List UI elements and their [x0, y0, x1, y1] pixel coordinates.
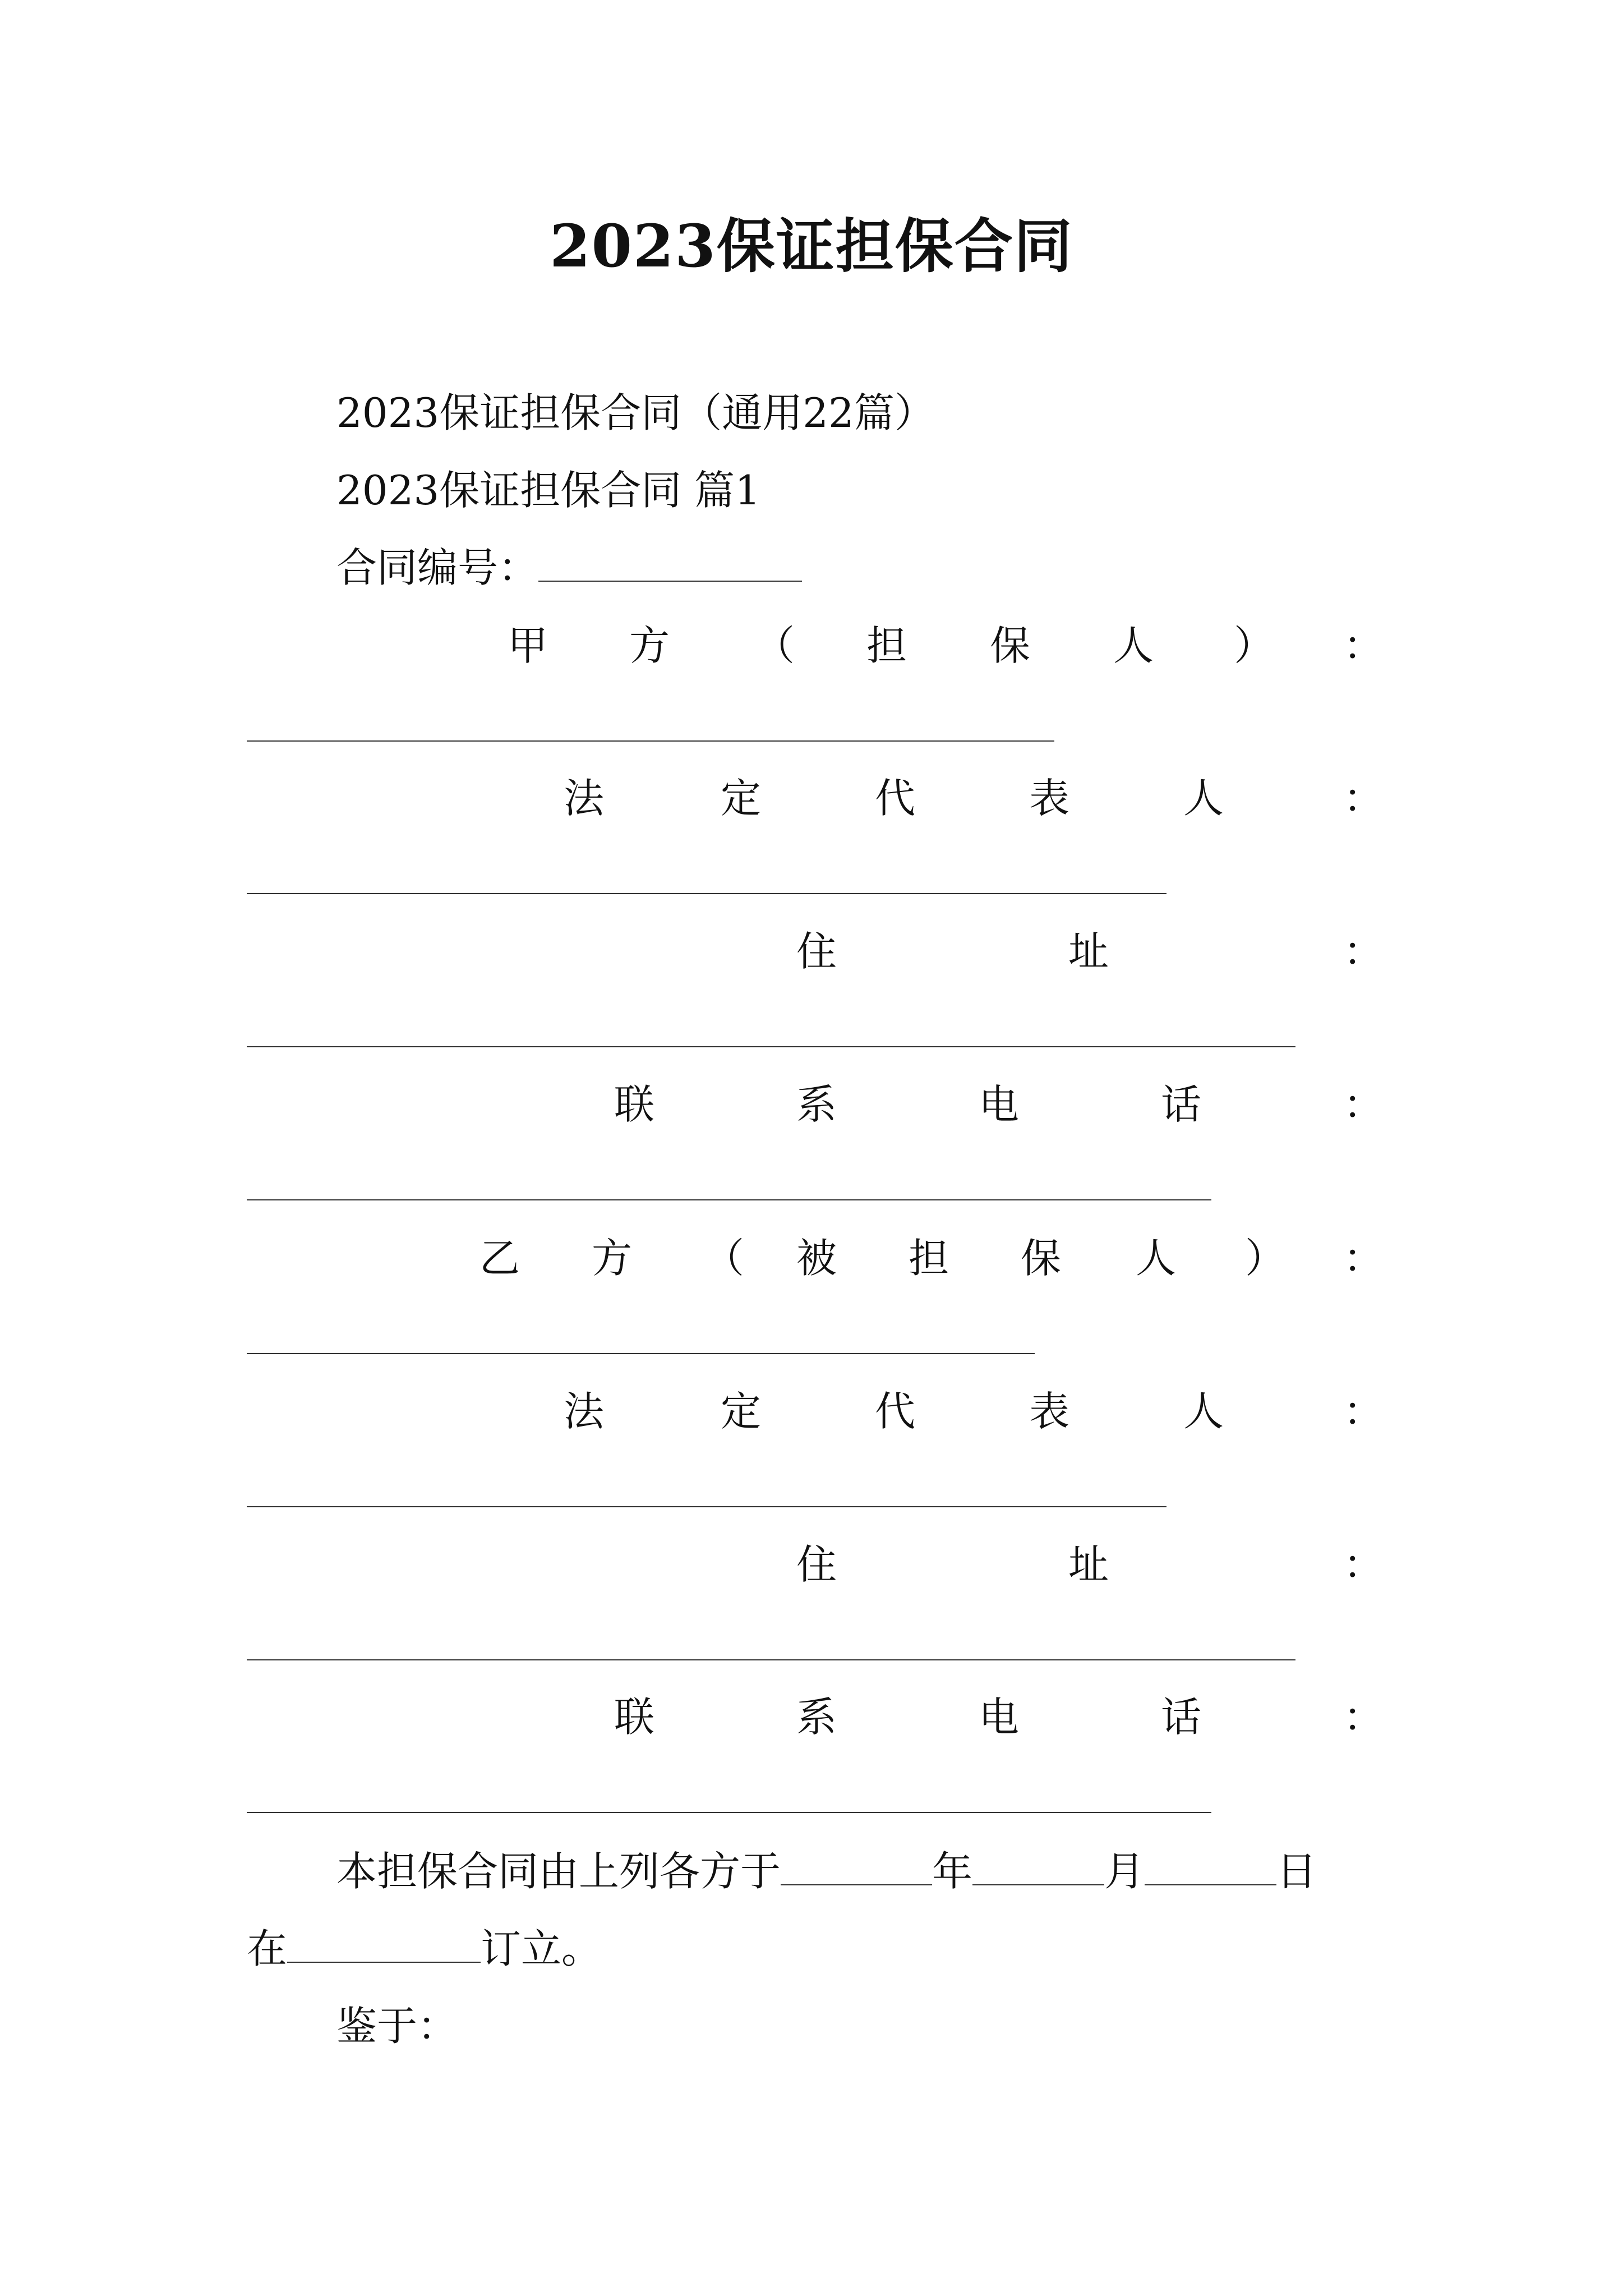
party-b-heading-row	[0, 1235, 1623, 1294]
party-b-heading-char: 方	[592, 1235, 633, 1282]
document-subtitle: 2023保证担保合同（通用22篇）	[336, 389, 935, 436]
party-a-legal-rep-char: 定	[721, 775, 762, 822]
contract-number-row	[336, 544, 802, 591]
party-a-heading-char: 方	[629, 622, 670, 669]
party-b-phone-char: 话	[1161, 1694, 1202, 1741]
party-b-phone-char: 电	[979, 1694, 1020, 1741]
party-a-phone-char: ：	[1343, 1081, 1384, 1128]
party-b-legal-rep-char: 定	[721, 1388, 762, 1435]
party-a-legal-rep-blank[interactable]	[247, 893, 1166, 894]
party-a-legal-rep-char: 法	[564, 775, 605, 822]
party-b-address-char: ：	[1343, 1541, 1384, 1588]
party-a-legal-rep-char: ：	[1343, 775, 1384, 822]
party-a-phone-blank[interactable]	[247, 1199, 1211, 1200]
party-b-heading-char: 担	[909, 1235, 949, 1282]
party-b-address-char: 址	[1068, 1541, 1109, 1588]
party-a-address-blank[interactable]	[247, 1046, 1295, 1047]
signing-month-blank[interactable]	[972, 1853, 1104, 1885]
party-b-phone-char: 联	[614, 1694, 655, 1741]
party-b-phone-blank[interactable]	[247, 1812, 1211, 1813]
party-b-legal-rep-char: 人	[1183, 1388, 1224, 1435]
party-b-phone-char: ：	[1343, 1694, 1384, 1741]
party-a-legal-rep-row	[0, 775, 1623, 834]
party-a-address-char: ：	[1343, 928, 1384, 975]
party-b-heading-char: （	[704, 1235, 745, 1282]
party-a-phone-char: 话	[1161, 1081, 1202, 1128]
party-b-address-char: 住	[796, 1541, 837, 1588]
whereas-heading: 鉴于：	[336, 2003, 458, 2050]
party-b-name-blank[interactable]	[247, 1353, 1035, 1354]
contract-number-blank[interactable]	[538, 549, 802, 582]
party-b-legal-rep-row	[0, 1388, 1623, 1447]
party-a-phone-char: 联	[614, 1081, 655, 1128]
document-title: 2023保证担保合同	[550, 211, 1073, 280]
signing-day-blank[interactable]	[1145, 1853, 1276, 1885]
party-b-legal-rep-blank[interactable]	[247, 1506, 1166, 1507]
signing-sentence-line2	[247, 1925, 602, 1972]
party-a-phone-row	[0, 1081, 1623, 1140]
party-a-heading-char: 甲	[508, 622, 548, 669]
party-b-heading-char: ）	[1245, 1235, 1286, 1282]
party-a-heading-char: 担	[866, 622, 907, 669]
signing-sentence-line1	[336, 1848, 1317, 1895]
signing-place-suffix: 订立。	[481, 1925, 602, 1972]
party-a-heading-row	[0, 622, 1623, 682]
party-a-address-row	[0, 928, 1623, 987]
party-a-heading-char: 保	[990, 622, 1031, 669]
signing-year-label: 年	[932, 1848, 973, 1895]
party-b-heading-char: 乙	[479, 1235, 520, 1282]
signing-month-label: 月	[1104, 1848, 1145, 1895]
party-a-heading-char: ：	[1343, 622, 1384, 669]
party-b-heading-char: 人	[1136, 1235, 1177, 1282]
party-b-address-row	[0, 1541, 1623, 1600]
party-a-address-char: 址	[1068, 928, 1109, 975]
signing-place-blank[interactable]	[287, 1930, 481, 1963]
party-a-name-blank[interactable]	[247, 740, 1054, 742]
party-a-heading-char: （	[754, 622, 795, 669]
party-a-phone-char: 系	[796, 1081, 837, 1128]
party-b-legal-rep-char: 法	[564, 1388, 605, 1435]
section-heading: 2023保证担保合同 篇1	[336, 467, 760, 514]
party-a-phone-char: 电	[979, 1081, 1020, 1128]
signing-text: 本担保合同由上列各方于	[336, 1848, 781, 1895]
party-b-heading-char: ：	[1343, 1235, 1384, 1282]
party-b-phone-row	[0, 1694, 1623, 1753]
party-b-phone-char: 系	[796, 1694, 837, 1741]
contract-number-label: 合同编号：	[336, 544, 539, 591]
signing-year-blank[interactable]	[781, 1853, 932, 1885]
party-a-heading-char: 人	[1113, 622, 1154, 669]
signing-place-prefix: 在	[247, 1925, 288, 1972]
party-a-legal-rep-char: 人	[1183, 775, 1224, 822]
party-b-legal-rep-char: 代	[875, 1388, 916, 1435]
party-a-address-char: 住	[796, 928, 837, 975]
party-a-legal-rep-char: 表	[1029, 775, 1070, 822]
party-b-address-blank[interactable]	[247, 1659, 1295, 1660]
party-b-legal-rep-char: ：	[1343, 1388, 1384, 1435]
party-b-legal-rep-char: 表	[1029, 1388, 1070, 1435]
party-b-heading-char: 被	[796, 1235, 837, 1282]
party-a-heading-char: ）	[1234, 622, 1275, 669]
signing-day-label: 日	[1276, 1848, 1317, 1895]
party-b-heading-char: 保	[1021, 1235, 1062, 1282]
party-a-legal-rep-char: 代	[875, 775, 916, 822]
